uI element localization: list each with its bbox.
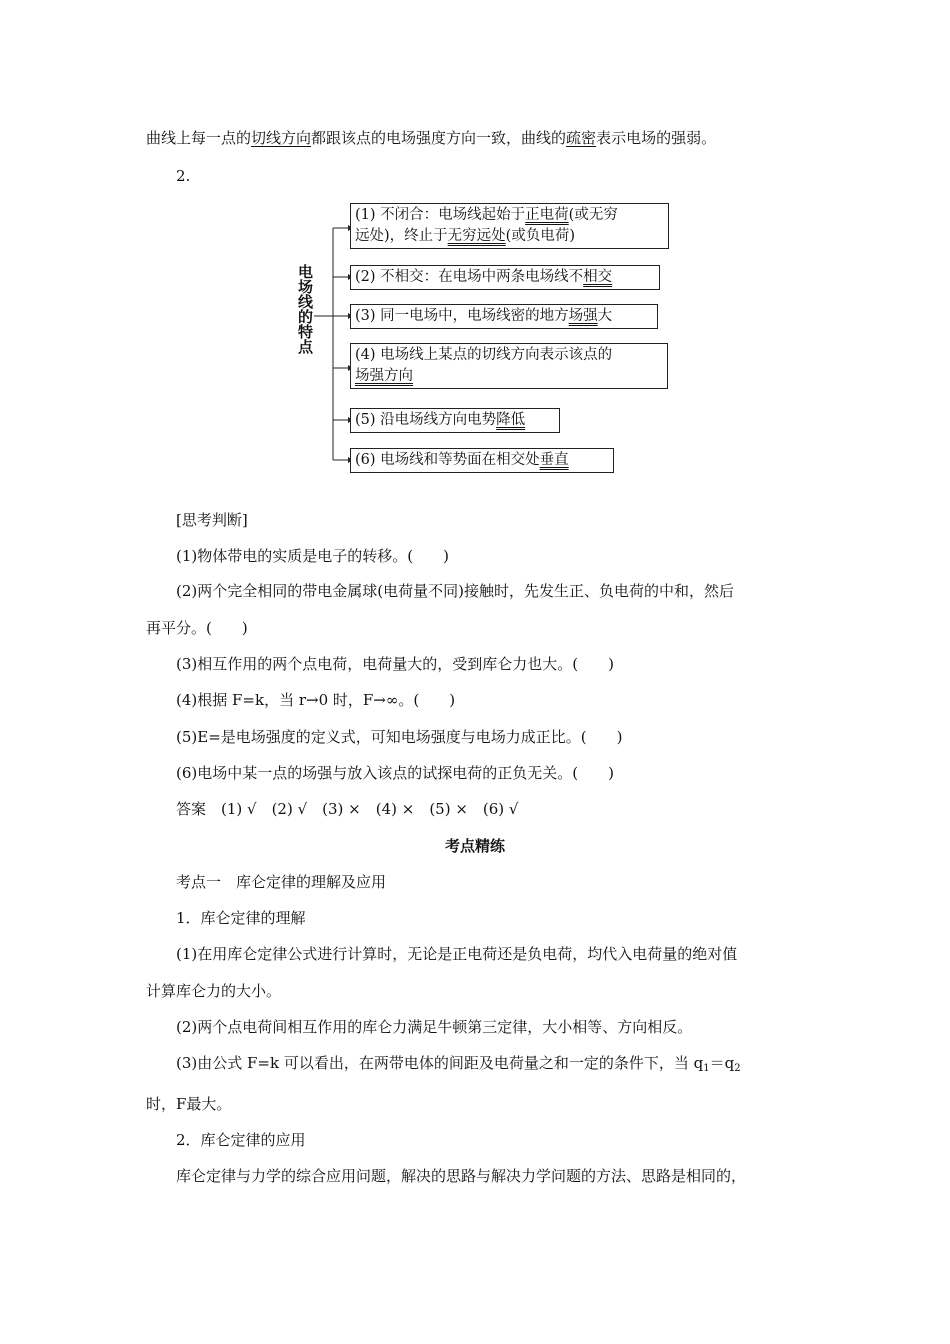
feature-box-3 xyxy=(350,304,658,329)
judge-question-3: (3)相互作用的两个点电荷，电荷量大的，受到库仑力也大。( ) xyxy=(176,655,614,673)
judge-heading: [思考判断] xyxy=(176,511,248,529)
subheading-2: 2．库仑定律的应用 xyxy=(176,1131,306,1149)
judge-question-1: (1)物体带电的实质是电子的转移。( ) xyxy=(176,547,449,565)
judge-question-2: (2)两个完全相同的带电金属球(电荷量不同)接触时，先发生正、负电荷的中和，然后 xyxy=(176,582,734,600)
feature-box-2 xyxy=(350,265,660,290)
underlined-term: 相交 xyxy=(583,269,613,285)
judge-question-6: (6)电场中某一点的场强与放入该点的试探电荷的正负无关。( ) xyxy=(176,764,614,782)
feature-box-5 xyxy=(350,408,560,433)
feature-box-4 xyxy=(350,343,668,389)
underlined-term: 场强 xyxy=(568,308,598,324)
text-run: 都跟该点的电场强度方向一致，曲线的 xyxy=(311,129,567,147)
paragraph-2: (2)两个点电荷间相互作用的库仑力满足牛顿第三定律，大小相等、方向相反。 xyxy=(176,1018,693,1036)
underlined-term: 切线方向 xyxy=(251,129,312,147)
section-title: 考点精练 xyxy=(444,837,505,855)
text-run: (或负电荷) xyxy=(505,228,575,244)
paragraph-3 xyxy=(176,1053,741,1079)
underlined-term: 无穷远处 xyxy=(447,228,506,244)
text-run: (1) 不闭合：电场线起始于 xyxy=(355,207,526,223)
text-run: (2) 不相交：在电场中两条电场线不 xyxy=(355,269,584,285)
paragraph-3-cont: 时，F最大。 xyxy=(146,1095,232,1113)
diagram-label: 电场线的特点 xyxy=(296,264,314,354)
text-run: 曲线上每一点的 xyxy=(146,129,252,147)
judge-question-2-cont: 再平分。( ) xyxy=(146,619,248,637)
text-run: 远处)，终止于 xyxy=(355,228,448,244)
judge-question-5: (5)E=是电场强度的定义式，可知电场强度与电场力成正比。( ) xyxy=(176,728,623,746)
text-run: (或无穷 xyxy=(568,207,618,223)
paragraph-1: (1)在用库仑定律公式进行计算时，无论是正电荷还是负电荷，均代入电荷量的绝对值 xyxy=(176,945,738,963)
underlined-term: 正电荷 xyxy=(525,207,569,223)
underlined-term: 疏密 xyxy=(566,129,597,147)
text-run: (6) 电场线和等势面在相交处 xyxy=(355,452,540,468)
underlined-term: 垂直 xyxy=(539,452,569,468)
text-run: 大 xyxy=(597,308,613,324)
text-run: ＝q xyxy=(709,1054,735,1072)
underlined-term: 场强方向 xyxy=(355,368,413,384)
item-number: 2. xyxy=(176,167,191,185)
text-run: (3) 同一电场中，电场线密的地方 xyxy=(355,308,569,324)
subheading-1: 1．库仑定律的理解 xyxy=(176,909,306,927)
topic-heading: 考点一 库仑定律的理解及应用 xyxy=(176,873,387,891)
judge-question-4: (4)根据 F=k，当 r→0 时，F→∞。( ) xyxy=(176,691,456,709)
text-run: 表示电场的强弱。 xyxy=(596,129,717,147)
subscript: 2 xyxy=(734,1063,741,1074)
feature-box-1 xyxy=(350,203,669,249)
paragraph-4: 库仑定律与力学的综合应用问题，解决的思路与解决力学问题的方法、思路是相同的， xyxy=(176,1167,747,1185)
underlined-term: 降低 xyxy=(496,412,526,428)
paragraph-1-cont: 计算库仑力的大小。 xyxy=(146,982,282,1000)
text-run: (5) 沿电场线方向电势 xyxy=(355,412,497,428)
text-run: (4) 电场线上某点的切线方向表示该点的 xyxy=(355,347,613,363)
feature-box-6 xyxy=(350,448,614,473)
text-run: (3)由公式 F=k 可以看出，在两带电体的间距及电荷量之和一定的条件下，当 q xyxy=(176,1054,704,1072)
answer-line: 答案 (1) √ (2) √ (3) × (4) × (5) × (6) √ xyxy=(176,800,519,818)
subscript: 1 xyxy=(703,1063,710,1074)
